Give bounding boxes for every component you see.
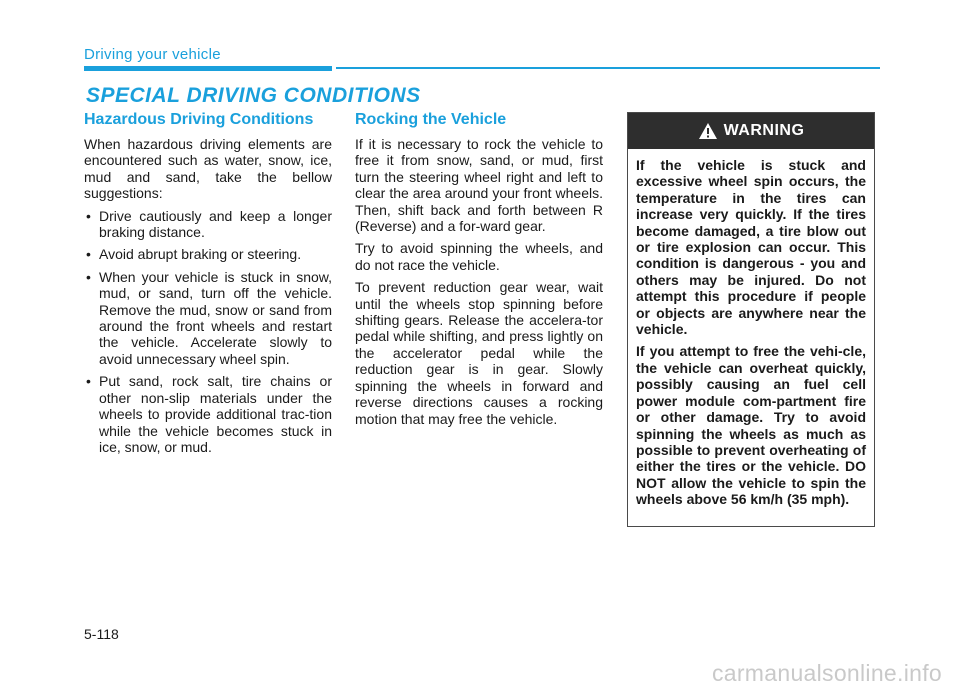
warning-body — [628, 149, 874, 508]
bullet-icon: • — [86, 373, 91, 390]
hazardous-driving-list — [84, 208, 332, 456]
rocking-vehicle-paragraph: If it is necessary to rock the vehicle to free it from snow, sand, or mud, first turn the steering wheel right and left to clear the area around your front wheels. Then, shift back and forth between R (Reverse) and a for-ward gear. — [355, 136, 603, 235]
watermark: carmanualsonline.info — [711, 660, 942, 686]
warning-header — [628, 113, 874, 149]
bullet-icon: • — [86, 268, 91, 285]
header-rule — [336, 67, 880, 69]
list-item — [84, 246, 332, 262]
hazardous-driving-intro: When hazardous driving elements are encountered such as water, snow, ice, mud and sand, take the bellow suggestions: — [84, 136, 332, 202]
rocking-vehicle-paragraph: Try to avoid spinning the wheels, and do not race the vehicle. — [355, 240, 603, 273]
section-header-label: Driving your vehicle — [84, 46, 221, 63]
warning-paragraph: If you attempt to free the vehi-cle, the vehicle can overheat quickly, possibly causing an fuel cell power module com-partment fire or other damage. Try to avoid spinning the wheels as much as possible to prevent overheating of either the tires or the vehicle. DO NOT allow the vehicle to spin the wheels above 56 km/h (35 mph). — [636, 343, 866, 508]
list-item-text: Put sand, rock salt, tire chains or other non-slip materials under the wheels to provide additional trac-tion while the vehicle becomes stuck in ice, snow, or mud. — [99, 373, 332, 455]
page-title: SPECIAL DRIVING CONDITIONS — [86, 84, 421, 107]
list-item — [84, 269, 332, 367]
rocking-vehicle-paragraph: To prevent reduction gear wear, wait until the wheels stop spinning before shifting gears. Release the accelera-tor pedal while shifting, and press lightly on the accelerator pedal while the reduction gear is in gear. Slowly spinning the wheels in forward and reverse directions causes a rocking motion that may free the vehicle. — [355, 279, 603, 427]
list-item-text: Avoid abrupt braking or steering. — [99, 246, 302, 263]
bullet-icon: • — [86, 246, 91, 263]
header-accent-bar — [84, 66, 332, 71]
warning-triangle-icon — [698, 122, 718, 140]
list-item — [84, 208, 332, 241]
hazardous-driving-heading: Hazardous Driving Conditions — [84, 111, 314, 128]
warning-paragraph: If the vehicle is stuck and excessive wheel spin occurs, the temperature in the tires can increase very quickly. If the tires become damaged, a tire blow out or tire explosion can occur. This condition is dangerous - you and others may be injured. Do not attempt this procedure if people or objects are anywhere near the vehicle. — [636, 157, 866, 338]
list-item — [84, 373, 332, 455]
warning-box — [627, 112, 875, 527]
warning-title: WARNING — [723, 122, 805, 139]
rocking-vehicle-heading: Rocking the Vehicle — [355, 111, 507, 128]
hazardous-driving-column — [84, 110, 332, 461]
list-item-text: Drive cautiously and keep a longer braking distance. — [99, 207, 332, 241]
list-item-text: When your vehicle is stuck in snow, mud, or sand, turn off the vehicle. Remove the mud, snow or sand from around the front wheels and restart the vehicle. Accelerate slowly to avoid unnecessary wheel spin. — [99, 268, 332, 367]
rocking-vehicle-column — [355, 110, 603, 433]
bullet-icon: • — [86, 207, 91, 224]
page-number: 5-118 — [84, 626, 119, 642]
